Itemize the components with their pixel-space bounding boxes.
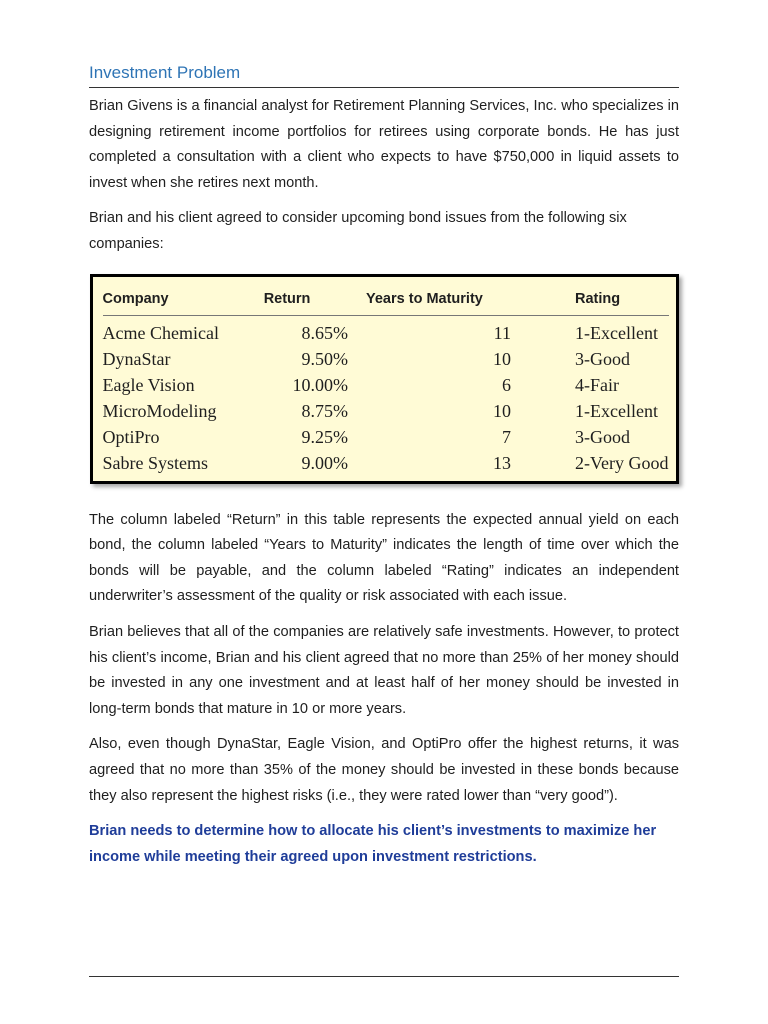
footer-divider [89, 976, 679, 977]
document-page [89, 62, 679, 880]
constraints-paragraph: Brian believes that all of the companies are relatively safe investments. However, to protect his client’s income, Brian and his client agreed that no more than 25% of her money should be invested in any one investment and at least half of her money should be invested in long-term bonds that mature in 10 or more years. [89, 623, 679, 717]
risk-paragraph: Also, even though DynaStar, Eagle Vision, and OptiPro offer the highest returns, it was agreed that no more than 35% of the money should be invested in these bonds because they also represent the highest risks (i.e., they were rated lower than “very good”). [89, 736, 679, 804]
cell-company: MicroModeling [102, 400, 217, 421]
header-years-to-maturity: Years to Maturity [366, 277, 571, 316]
table-row [103, 450, 669, 476]
table-row [103, 424, 669, 450]
cell-company: DynaStar [102, 348, 171, 369]
table-row [103, 346, 669, 372]
companies-intro-paragraph: Brian and his client agreed to consider upcoming bond issues from the following six companies: [89, 210, 627, 252]
bond-table [103, 277, 669, 476]
cell-years: 13 [493, 452, 512, 473]
cell-company: Eagle Vision [102, 374, 195, 395]
cell-company: Acme Chemical [102, 322, 219, 343]
cell-rating: 4-Fair [575, 374, 620, 395]
cell-years: 7 [502, 426, 512, 447]
cell-return: 10.00% [292, 374, 348, 395]
table-row [103, 398, 669, 424]
cell-rating: 2-Very Good [575, 452, 669, 473]
cell-return: 9.50% [301, 348, 348, 369]
cell-rating: 3-Good [575, 348, 631, 369]
section-heading: Investment Problem [89, 62, 679, 88]
table-header-row [103, 277, 669, 316]
bond-table-frame [90, 274, 679, 484]
header-company: Company [103, 277, 264, 316]
header-rating: Rating [571, 277, 668, 316]
header-return: Return [264, 277, 366, 316]
cell-company: OptiPro [102, 426, 160, 447]
cell-years: 10 [493, 400, 512, 421]
cell-return: 9.00% [301, 452, 348, 473]
cell-rating: 3-Good [575, 426, 631, 447]
cell-years: 11 [493, 322, 512, 343]
objective-paragraph: Brian needs to determine how to allocate his client’s investments to maximize her income while meeting their agreed upon investment restrictions. [89, 823, 657, 865]
cell-rating: 1-Excellent [575, 400, 658, 421]
cell-return: 8.65% [301, 322, 348, 343]
table-row [103, 372, 669, 398]
table-row [103, 315, 669, 346]
column-explanation-paragraph: The column labeled “Return” in this table represents the expected annual yield on each bond, the column labeled “Years to Maturity” indicates the length of time over which the bonds will be payable, and the column labeled “Rating” indicates an independent underwriter’s assessment of the quality or risk associated with each issue. [89, 511, 679, 605]
cell-years: 6 [502, 374, 512, 395]
intro-paragraph: Brian Givens is a financial analyst for Retirement Planning Services, Inc. who specializes in designing retirement income portfolios for retirees using corporate bonds. He has just completed a consultation with a client who expects to have $750,000 in liquid assets to invest when she retires next month. [89, 98, 679, 191]
cell-company: Sabre Systems [102, 452, 208, 473]
cell-rating: 1-Excellent [575, 322, 658, 343]
cell-return: 9.25% [301, 426, 348, 447]
cell-years: 10 [493, 348, 512, 369]
cell-return: 8.75% [301, 400, 348, 421]
